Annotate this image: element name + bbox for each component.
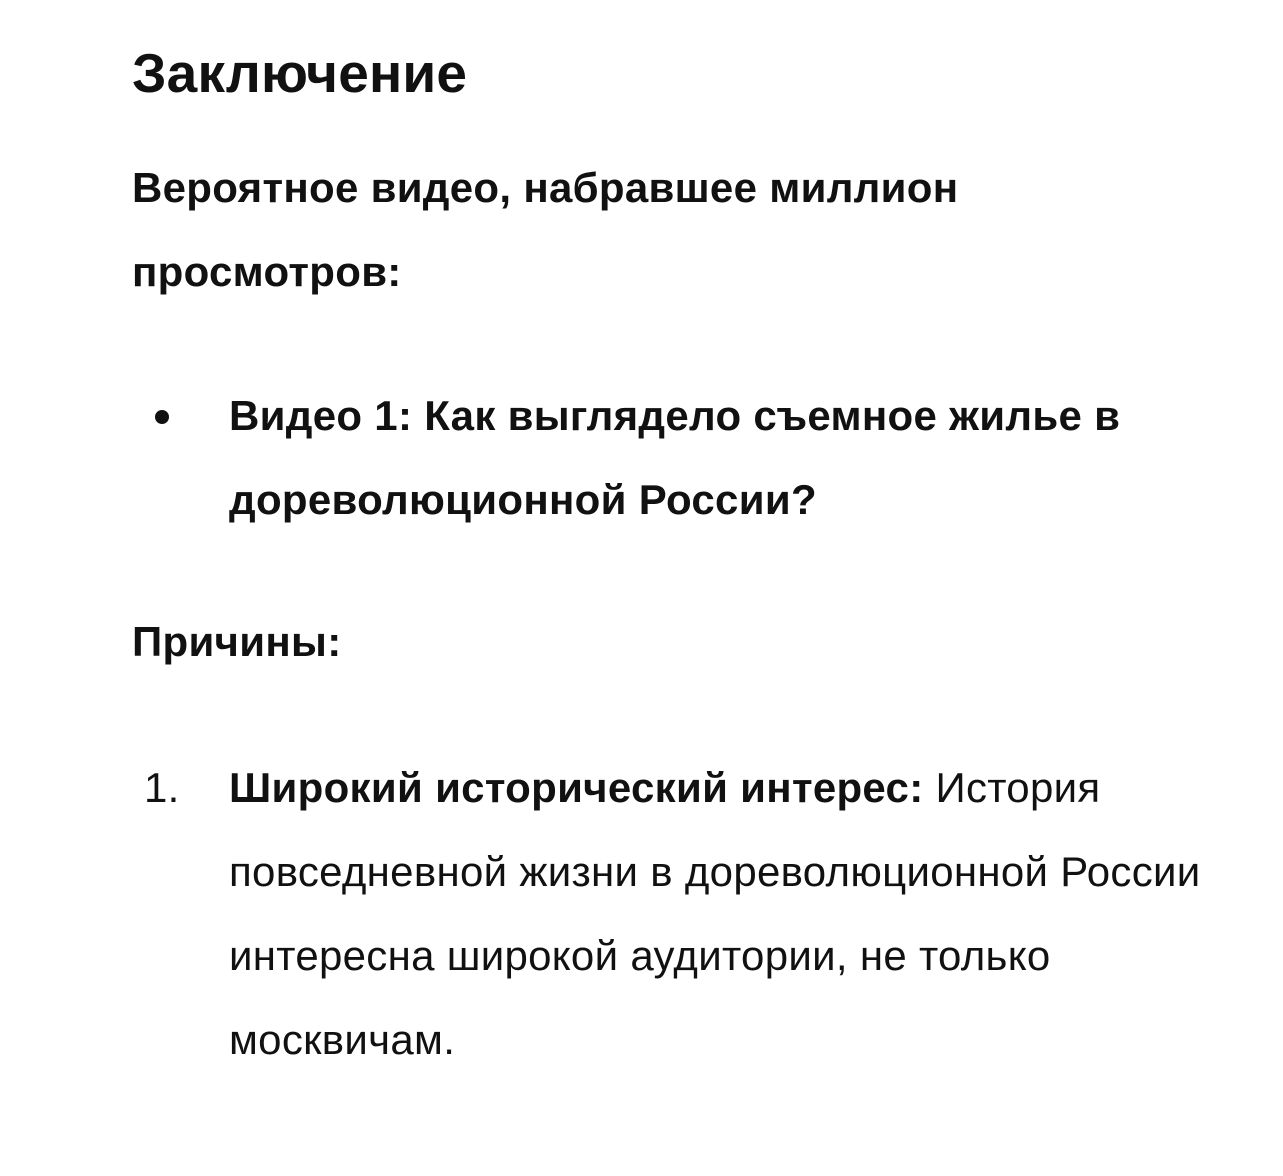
- reasons-heading: Причины:: [132, 618, 342, 665]
- reason-text: История повседневной жизни в дореволюционной России интересна широкой аудитории, не только москвичам.: [229, 764, 1201, 1063]
- bullet-text: Видео 1: Как выглядело съемное жилье в дореволюционной России?: [229, 392, 1121, 523]
- reason-number: 1.: [144, 764, 180, 811]
- bullet-dot-icon: [155, 410, 169, 424]
- list-item: [132, 746, 1232, 1082]
- conclusion-heading: Заключение: [132, 42, 468, 104]
- reason-title: Широкий исторический интерес:: [229, 764, 936, 811]
- video-bullet-list: [132, 374, 1262, 542]
- lead-paragraph: Вероятное видео, набравшее миллион просмотров:: [132, 164, 959, 295]
- list-item: [132, 374, 1262, 542]
- reasons-list: [132, 746, 1232, 1082]
